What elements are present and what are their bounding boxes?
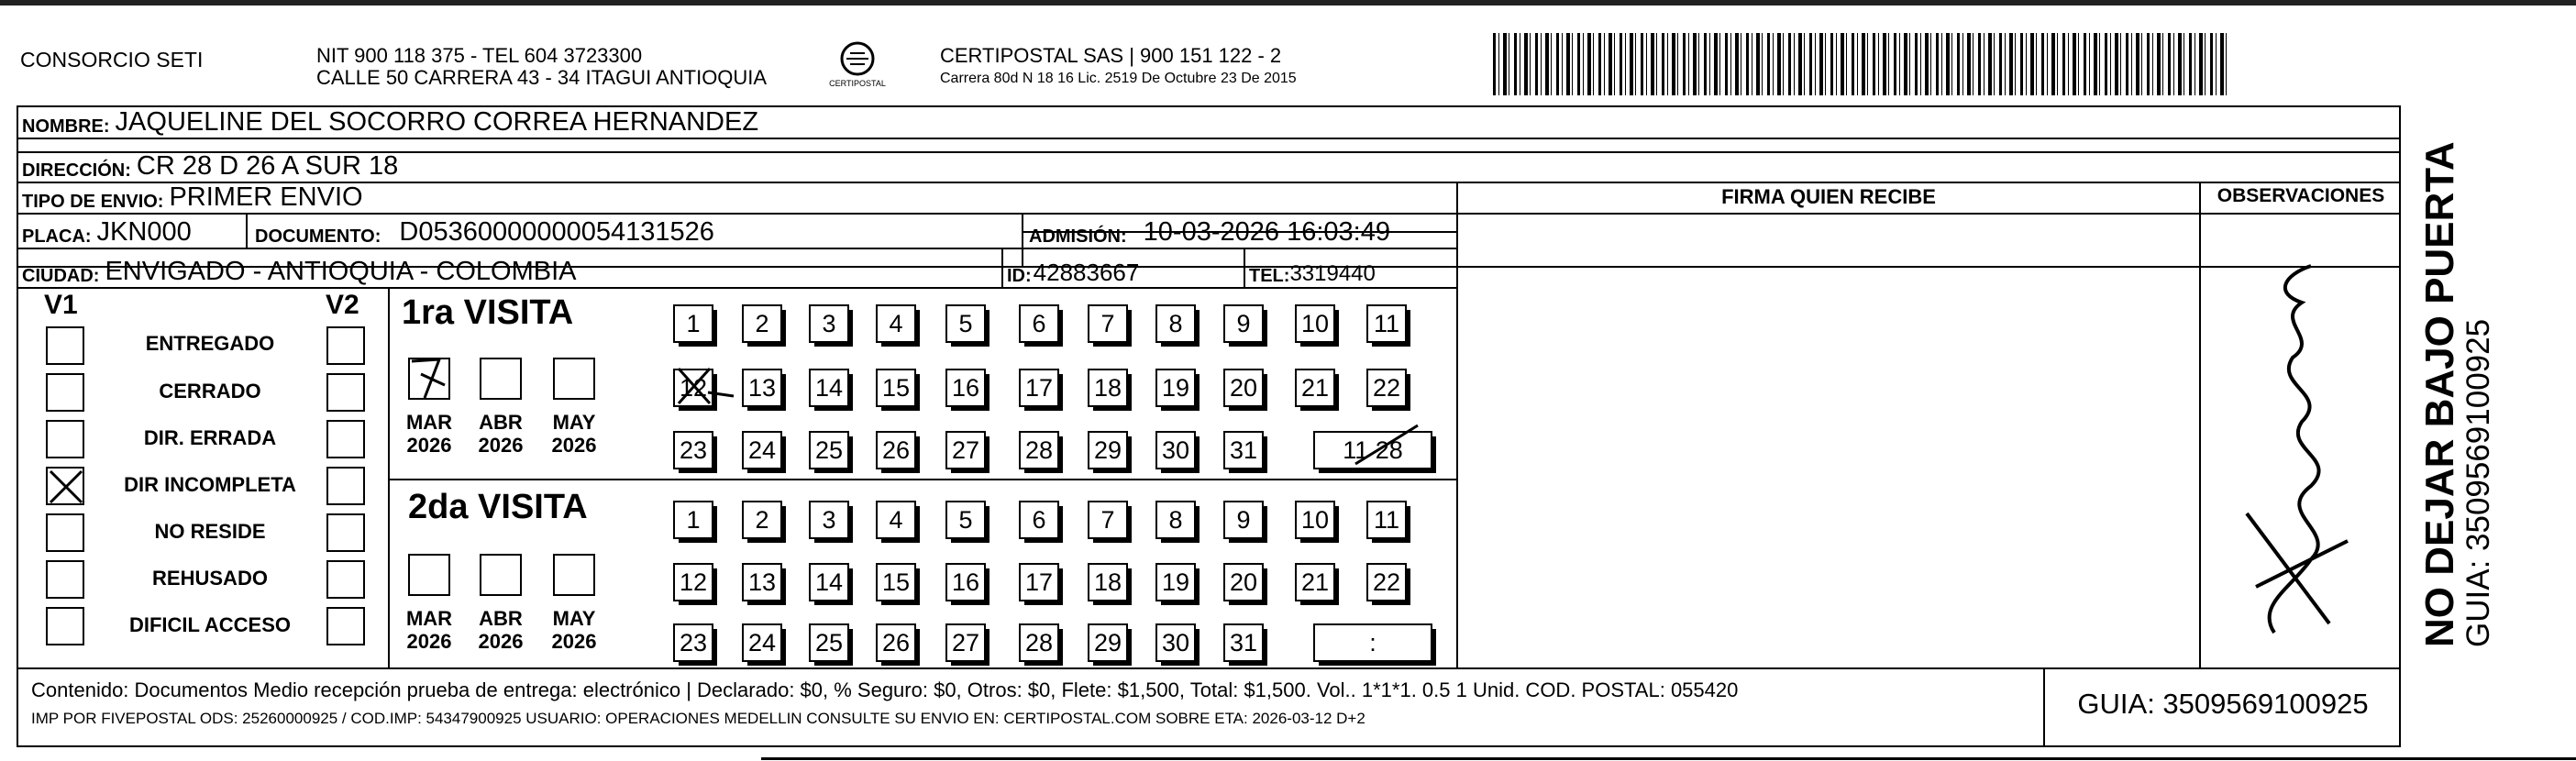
ciudad-row bbox=[22, 248, 576, 287]
visit2-day-25[interactable]: 25 bbox=[809, 623, 849, 662]
cert-line1: CERTIPOSTAL SAS | 900 151 122 - 2 bbox=[940, 44, 1282, 67]
address-line: CALLE 50 CARRERA 43 - 34 ITAGUI ANTIOQUIA bbox=[316, 66, 768, 89]
visit1-day-14[interactable]: 14 bbox=[809, 369, 849, 407]
ciudad-value: ENVIGADO - ANTIOQUIA - COLOMBIA bbox=[105, 257, 577, 286]
visit2-day-9[interactable]: 9 bbox=[1223, 501, 1264, 539]
rule bbox=[17, 138, 2401, 139]
visit1-day-19[interactable]: 19 bbox=[1155, 369, 1196, 407]
visit2-day-12[interactable]: 12 bbox=[673, 563, 713, 601]
cert-line2: Carrera 80d N 18 16 Lic. 2519 De Octubre 23 De 2015 bbox=[940, 71, 1297, 86]
visit2-day-17[interactable]: 17 bbox=[1019, 563, 1059, 601]
visit1-day-22[interactable]: 22 bbox=[1366, 369, 1407, 407]
visit2-day-30[interactable]: 30 bbox=[1155, 623, 1196, 662]
visit2-day-11[interactable]: 11 bbox=[1366, 501, 1407, 539]
visit2-day-5[interactable]: 5 bbox=[945, 501, 986, 539]
nit-line: NIT 900 118 375 - TEL 604 3723300 bbox=[316, 44, 643, 67]
imp-text: IMP POR FIVEPOSTAL ODS: 25260000925 / COD.IMP: 54347900925 USUARIO: OPERACIONES MEDELLIN CONSULTE SU ENVIO EN: CERTIPOSTAL.COM SOBRE ETA: 2026-03-12 D+2 bbox=[31, 710, 1365, 727]
status-label-dificil-acceso: DIFICIL ACCESO bbox=[128, 613, 291, 636]
visit2-day-14[interactable]: 14 bbox=[809, 563, 849, 601]
visit1-day-30[interactable]: 30 bbox=[1155, 431, 1196, 469]
visit1-day-7[interactable]: 7 bbox=[1088, 304, 1128, 343]
visit1-day-12[interactable]: 12 bbox=[673, 369, 713, 407]
visit2-month-abr: ABR 2026 bbox=[478, 607, 524, 653]
observaciones-header: OBSERVACIONES bbox=[2217, 185, 2385, 206]
visit2-day-15[interactable]: 15 bbox=[876, 563, 916, 601]
visit1-title: 1ra VISITA bbox=[402, 293, 574, 332]
visit1-day-15[interactable]: 15 bbox=[876, 369, 916, 407]
visit1-day-25[interactable]: 25 bbox=[809, 431, 849, 469]
divider bbox=[1456, 182, 1458, 667]
v1-header: V1 bbox=[44, 290, 78, 320]
visit2-month-may: MAY 2026 bbox=[551, 607, 597, 653]
visit1-day-20[interactable]: 20 bbox=[1223, 369, 1264, 407]
id-row bbox=[1007, 248, 1139, 287]
placa-value: JKN000 bbox=[96, 217, 192, 247]
nombre-label: NOMBRE: bbox=[22, 116, 110, 137]
divider bbox=[1244, 248, 1245, 287]
visit1-time-box[interactable]: 11 28 bbox=[1313, 431, 1432, 469]
visit2-day-18[interactable]: 18 bbox=[1088, 563, 1128, 601]
contenido-text: Contenido: Documentos Medio recepción prueba de entrega: electrónico | Declarado: $0, % Seguro: $0, Otros: $0, Flete: $1,500, Total: $1,500. Vol.. 1*1*1. 0.5 1 Unid. COD. POSTAL: 055420 bbox=[31, 678, 1739, 701]
side-guia-text: GUIA: 3509569100925 bbox=[2460, 318, 2496, 647]
visit1-day-17[interactable]: 17 bbox=[1019, 369, 1059, 407]
visit1-day-13[interactable]: 13 bbox=[742, 369, 782, 407]
admision-row bbox=[1029, 213, 1390, 248]
visit1-day-16[interactable]: 16 bbox=[945, 369, 986, 407]
visit2-day-13[interactable]: 13 bbox=[742, 563, 782, 601]
visit1-day-2[interactable]: 2 bbox=[742, 304, 782, 343]
v2-checkbox-no-reside[interactable] bbox=[326, 513, 365, 552]
visit2-month-box-abr[interactable] bbox=[480, 554, 522, 596]
day-12-strike-icon bbox=[675, 365, 739, 411]
visit1-day-27[interactable]: 27 bbox=[945, 431, 986, 469]
documento-value: D05360000000054131526 bbox=[399, 217, 714, 247]
visit2-day-31[interactable]: 31 bbox=[1223, 623, 1264, 662]
visit2-month-box-may[interactable] bbox=[553, 554, 595, 596]
divider bbox=[2199, 182, 2201, 667]
visit1-day-28[interactable]: 28 bbox=[1019, 431, 1059, 469]
divider bbox=[246, 213, 248, 248]
id-value: 42883667 bbox=[1033, 259, 1140, 286]
placa-label: PLACA: bbox=[22, 226, 92, 247]
visit1-day-29[interactable]: 29 bbox=[1088, 431, 1128, 469]
visit1-month-box-may[interactable] bbox=[553, 358, 595, 400]
v2-checkbox-dificil-acceso[interactable] bbox=[326, 607, 365, 645]
certipostal-logo bbox=[821, 39, 894, 92]
nombre-row bbox=[22, 106, 758, 138]
v2-checkbox-dir-errada[interactable] bbox=[326, 420, 365, 458]
visit2-day-28[interactable]: 28 bbox=[1019, 623, 1059, 662]
visit2-day-3[interactable]: 3 bbox=[809, 501, 849, 539]
status-label-no-reside: NO RESIDE bbox=[154, 520, 266, 543]
visit1-day-26[interactable]: 26 bbox=[876, 431, 916, 469]
visit1-day-1[interactable]: 1 bbox=[673, 304, 713, 343]
tel-value: 3319440 bbox=[1289, 261, 1376, 286]
visit1-month-box-mar[interactable] bbox=[408, 358, 450, 400]
visit1-day-24[interactable]: 24 bbox=[742, 431, 782, 469]
visit1-month-may: MAY 2026 bbox=[551, 411, 597, 457]
handwritten-check-icon bbox=[408, 354, 463, 400]
divider bbox=[388, 287, 390, 667]
direccion-row bbox=[22, 150, 398, 182]
visit1-day-21[interactable]: 21 bbox=[1295, 369, 1335, 407]
visit2-day-4[interactable]: 4 bbox=[876, 501, 916, 539]
visit1-day-5[interactable]: 5 bbox=[945, 304, 986, 343]
visit1-day-6[interactable]: 6 bbox=[1019, 304, 1059, 343]
company-name: CONSORCIO SETI bbox=[20, 48, 204, 72]
rule bbox=[388, 479, 1456, 480]
ciudad-label: CIUDAD: bbox=[22, 266, 100, 286]
v2-checkbox-rehusado[interactable] bbox=[326, 560, 365, 599]
visit2-day-19[interactable]: 19 bbox=[1155, 563, 1196, 601]
v1-checkbox-no-reside[interactable] bbox=[46, 513, 84, 552]
visit2-day-27[interactable]: 27 bbox=[945, 623, 986, 662]
admision-value: 10-03-2026 16:03:49 bbox=[1143, 217, 1390, 247]
status-label-cerrado: CERRADO bbox=[159, 380, 261, 403]
no-dejar-text: NO DEJAR BAJO PUERTA bbox=[2417, 141, 2462, 647]
status-label-rehusado: REHUSADO bbox=[152, 567, 268, 590]
placa-row bbox=[22, 213, 192, 248]
guia-footer: GUIA: 3509569100925 bbox=[2077, 688, 2369, 720]
rule bbox=[17, 182, 2401, 183]
visit1-day-18[interactable]: 18 bbox=[1088, 369, 1128, 407]
side-note bbox=[2419, 141, 2496, 647]
visit2-day-1[interactable]: 1 bbox=[673, 501, 713, 539]
visit2-day-10[interactable]: 10 bbox=[1295, 501, 1335, 539]
visit2-day-26[interactable]: 26 bbox=[876, 623, 916, 662]
documento-label: DOCUMENTO: bbox=[255, 226, 381, 247]
visit2-title: 2da VISITA bbox=[408, 488, 588, 526]
visit1-day-8[interactable]: 8 bbox=[1155, 304, 1196, 343]
visit2-day-2[interactable]: 2 bbox=[742, 501, 782, 539]
visit1-month-abr: ABR 2026 bbox=[478, 411, 524, 457]
v1-checkbox-entregado[interactable] bbox=[46, 326, 84, 365]
v2-checkbox-dir-incompleta[interactable] bbox=[326, 467, 365, 505]
bottom-edge bbox=[761, 757, 2576, 760]
firma-header: FIRMA QUIEN RECIBE bbox=[1721, 185, 1936, 208]
visit1-day-9[interactable]: 9 bbox=[1223, 304, 1264, 343]
visit2-day-16[interactable]: 16 bbox=[945, 563, 986, 601]
visit2-time-box[interactable]: : bbox=[1313, 623, 1432, 662]
visit1-day-4[interactable]: 4 bbox=[876, 304, 916, 343]
visit2-month-mar: MAR 2026 bbox=[405, 607, 453, 653]
visit2-day-21[interactable]: 21 bbox=[1295, 563, 1335, 601]
tel-row bbox=[1249, 248, 1376, 287]
visit2-day-8[interactable]: 8 bbox=[1155, 501, 1196, 539]
v2-checkbox-entregado[interactable] bbox=[326, 326, 365, 365]
time-strike-icon bbox=[1300, 424, 1420, 469]
status-label-dir-incompleta: DIR INCOMPLETA bbox=[124, 473, 296, 496]
v1-checkbox-rehusado[interactable] bbox=[46, 560, 84, 599]
tipo-value: PRIMER ENVIO bbox=[169, 182, 363, 212]
visit2-day-20[interactable]: 20 bbox=[1223, 563, 1264, 601]
visit2-day-24[interactable]: 24 bbox=[742, 623, 782, 662]
visit2-day-23[interactable]: 23 bbox=[673, 623, 713, 662]
v1-checkbox-dir-errada[interactable] bbox=[46, 420, 84, 458]
rule bbox=[17, 287, 1456, 289]
v1-checkbox-dir-incompleta[interactable] bbox=[46, 467, 84, 505]
tel-label: TEL: bbox=[1249, 266, 1290, 286]
v2-checkbox-cerrado[interactable] bbox=[326, 373, 365, 412]
visit1-month-mar: MAR 2026 bbox=[405, 411, 453, 457]
status-label-dir-errada: DIR. ERRADA bbox=[143, 426, 277, 449]
visit1-day-10[interactable]: 10 bbox=[1295, 304, 1335, 343]
visit1-day-31[interactable]: 31 bbox=[1223, 431, 1264, 469]
status-label-entregado: ENTREGADO bbox=[145, 332, 275, 355]
visit1-month-box-abr[interactable] bbox=[480, 358, 522, 400]
documento-row bbox=[255, 213, 714, 248]
direccion-value: CR 28 D 26 A SUR 18 bbox=[136, 151, 399, 181]
visit1-day-23[interactable]: 23 bbox=[673, 431, 713, 469]
v1-checkbox-cerrado[interactable] bbox=[46, 373, 84, 412]
top-edge bbox=[0, 0, 2576, 6]
visit2-day-22[interactable]: 22 bbox=[1366, 563, 1407, 601]
v2-header: V2 bbox=[326, 290, 359, 320]
divider bbox=[1001, 248, 1003, 287]
visit1-day-3[interactable]: 3 bbox=[809, 304, 849, 343]
tipo-label: TIPO DE ENVIO: bbox=[22, 192, 164, 212]
visit2-day-7[interactable]: 7 bbox=[1088, 501, 1128, 539]
id-label: ID: bbox=[1007, 266, 1032, 286]
tipo-row bbox=[22, 182, 363, 213]
direccion-label: DIRECCIÓN: bbox=[22, 160, 131, 181]
barcode-icon bbox=[1493, 33, 2227, 95]
signature-icon bbox=[2219, 238, 2366, 642]
visit2-day-6[interactable]: 6 bbox=[1019, 501, 1059, 539]
admision-label: ADMISIÓN: bbox=[1029, 226, 1127, 247]
x-mark-icon bbox=[48, 469, 84, 505]
visit1-day-11[interactable]: 11 bbox=[1366, 304, 1407, 343]
visit2-day-29[interactable]: 29 bbox=[1088, 623, 1128, 662]
nombre-value: JAQUELINE DEL SOCORRO CORREA HERNANDEZ bbox=[115, 107, 759, 137]
v1-checkbox-dificil-acceso[interactable] bbox=[46, 607, 84, 645]
logo-text: CERTIPOSTAL bbox=[829, 79, 886, 88]
visit2-month-box-mar[interactable] bbox=[408, 554, 450, 596]
